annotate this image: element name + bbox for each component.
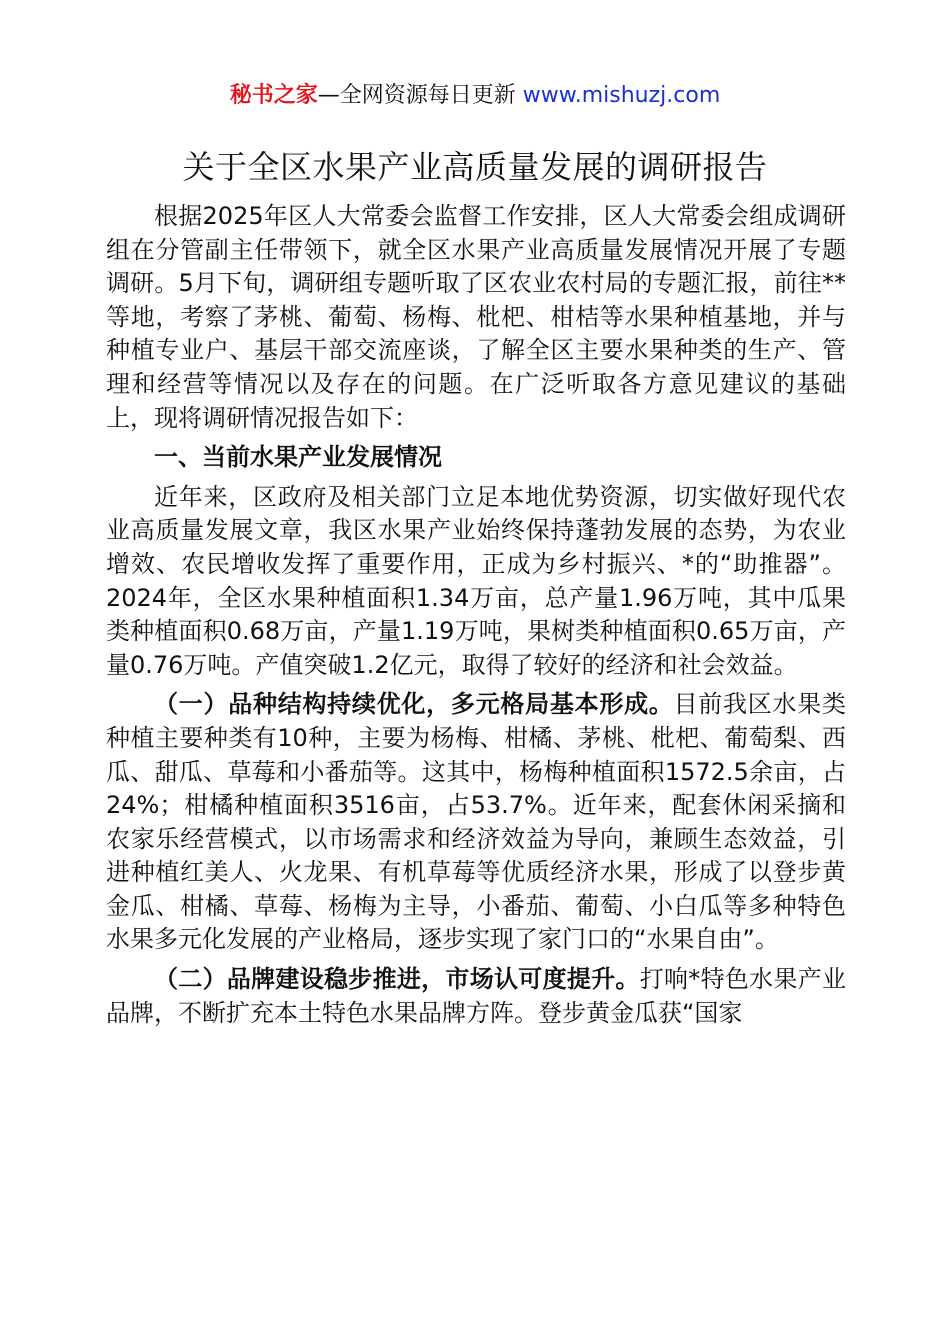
subsection-1-text: 目前我区水果类种植主要种类有10种，主要为杨梅、柑橘、茅桃、枇杷、葡萄梨、西瓜、甜瓜、草莓和小番茄等。这其中，杨梅种植面积1572.5余亩，占24%；柑橘种植面积3516亩，占53.7%。近年来，配套休闲采摘和农家乐经营模式，以市场需求和经济效益为导向，兼顾生态效益，引进种植红美人、火龙果、有机草莓等优质经济水果，形成了以登步黄金瓜、柑橘、草莓、杨梅为主导，小番茄、葡萄、小白瓜等多种特色水果多元化发展的产业格局，逐步实现了家门口的“水果自由”。 — [106, 690, 847, 954]
document-body — [106, 200, 846, 1036]
section-1-paragraph: 近年来，区政府及相关部门立足本地优势资源，切实做好现代农业高质量发展文章，我区水果产业始终保持蓬勃发展的态势，为农业增效、农民增收发挥了重要作用，正成为乡村振兴、*的“助推器”。2024年，全区水果种植面积1.34万亩，总产量1.96万吨，其中瓜果类种植面积0.68万亩，产量1.19万吨，果树类种植面积0.65万亩，产量0.76万吨。产值突破1.2亿元，取得了较好的经济和社会效益。 — [106, 482, 846, 679]
document-title: 关于全区水果产业高质量发展的调研报告 — [182, 148, 768, 186]
subsection-1-paragraph — [106, 688, 846, 957]
intro-paragraph: 根据2025年区人大常委会监督工作安排，区人大常委会组成调研组在分管副主任带领下，就全区水果产业高质量发展情况开展了专题调研。5月下旬，调研组专题听取了区农业农村局的专题汇报，前往**等地，考察了茅桃、葡萄、杨梅、枇杷、柑桔等水果种植基地，并与种植专业户、基层干部交流座谈，了解全区主要水果种类的生产、管理和经营等情况以及存在的问题。在广泛听取各方意见建议的基础上，现将调研情况报告如下： — [106, 202, 846, 432]
site-url-link[interactable]: www.mishuzj.com — [522, 83, 721, 108]
subsection-2-lead: （二）品牌建设稳步推进，市场认可度提升。 — [154, 965, 640, 994]
subsection-1-lead: （一）品种结构持续优化，多元格局基本形成。 — [154, 690, 674, 719]
site-tagline: —全网资源每日更新 — [317, 83, 523, 108]
subsection-2-text: 打响*特色水果产业品牌，不断扩充本土特色水果品牌方阵。登步黄金瓜获“国家 — [106, 965, 847, 1027]
site-brand: 秘书之家 — [229, 83, 318, 108]
subsection-2-paragraph — [106, 963, 846, 1030]
section-heading-1: 一、当前水果产业发展情况 — [154, 443, 442, 472]
site-header — [0, 80, 950, 112]
